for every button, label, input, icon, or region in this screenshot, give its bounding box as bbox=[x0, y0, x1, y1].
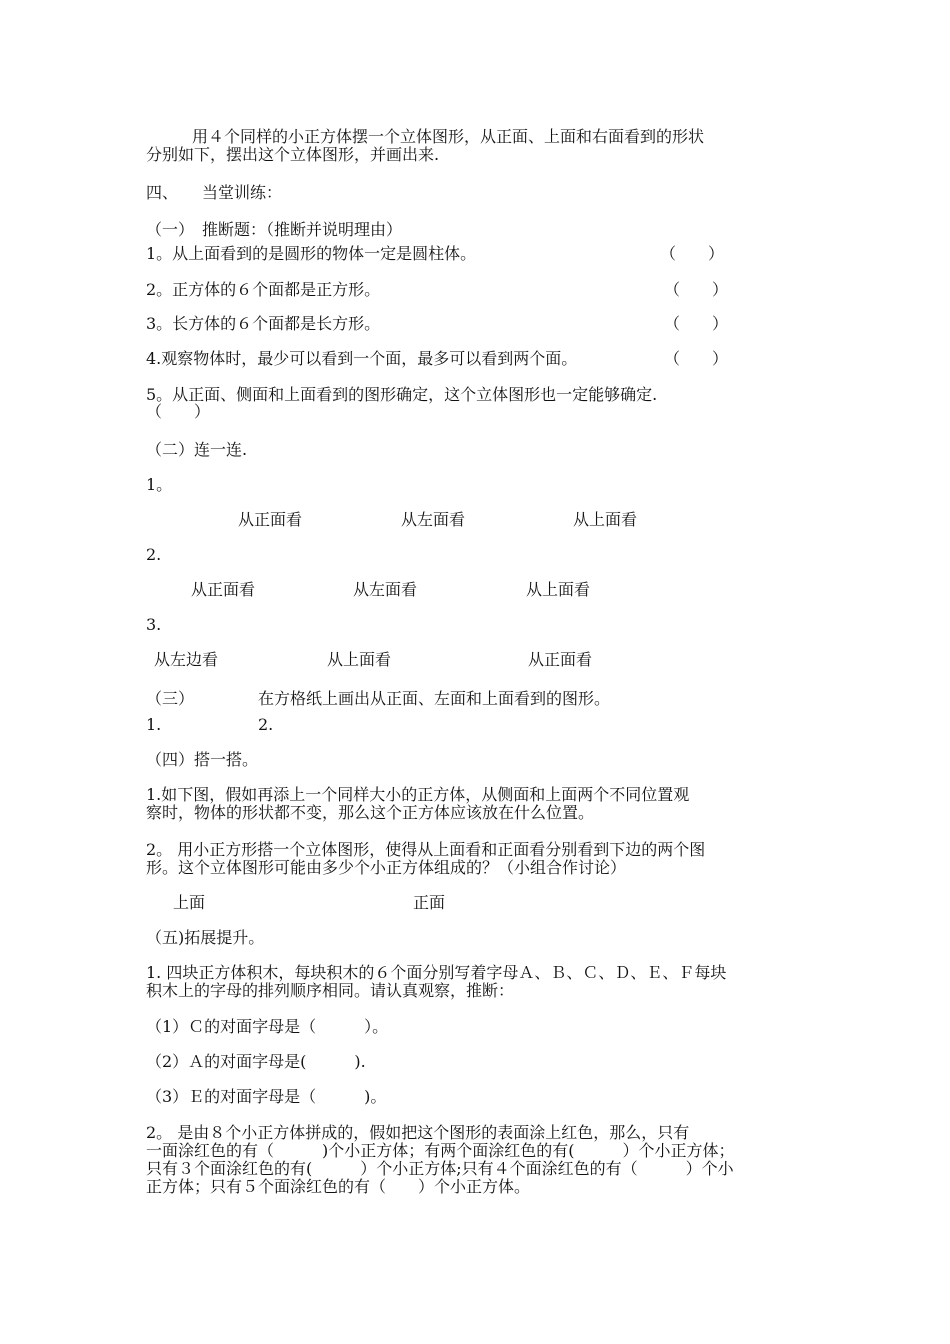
part1-item-4: 4.观察物体时，最少可以看到一个面，最多可以看到两个面。 bbox=[146, 349, 578, 368]
part2-heading: （二）连一连. bbox=[146, 440, 248, 459]
part5-sub-3: （3）Ｅ的对面字母是（ )。 bbox=[146, 1087, 387, 1106]
part1-item-5: 5。从正面、侧面和上面看到的图形确定，这个立体图形也一定能够确定. bbox=[146, 385, 658, 404]
part3-number-2: 2. bbox=[258, 715, 274, 734]
part2-q2-number: 2. bbox=[146, 545, 162, 564]
part1-item-4-blank: （ ） bbox=[664, 349, 729, 368]
part2-q1-label-left: 从左面看 bbox=[401, 510, 466, 529]
part4-label-front: 正面 bbox=[413, 893, 446, 912]
part2-q2-label-front: 从正面看 bbox=[191, 580, 256, 599]
part5-q1-line-2: 积木上的字母的排列顺序相同。请认真观察，推断： bbox=[146, 981, 515, 1000]
part1-heading: （一） 推断题：（推断并说明理由） bbox=[146, 220, 403, 239]
part5-heading: （五)拓展提升。 bbox=[146, 928, 265, 947]
part1-item-1: 1。从上面看到的是圆形的物体一定是圆柱体。 bbox=[146, 244, 477, 263]
part5-q1-line-1: 1. 四块正方体积木，每块积木的６个面分别写着字母Ａ、Ｂ、Ｃ、Ｄ、Ｅ、Ｆ每块 bbox=[146, 963, 727, 982]
part5-q2-line-3: 只有３个面涂红色的有( ）个小正方体;只有４个面涂红色的有（ ）个小 bbox=[146, 1159, 734, 1178]
part5-sub-1: （1）Ｃ的对面字母是（ ）。 bbox=[146, 1017, 389, 1036]
part4-q2-line-1: 2。 用小正方形搭一个立体图形，使得从上面看和正面看分别看到下边的两个图 bbox=[146, 840, 706, 859]
section-title: 当堂训练： bbox=[202, 183, 283, 202]
part2-q3-label-top: 从上面看 bbox=[327, 650, 392, 669]
intro-line-2: 分别如下，摆出这个立体图形，并画出来. bbox=[146, 145, 440, 164]
part2-q1-label-top: 从上面看 bbox=[573, 510, 638, 529]
part3-number-1: 1. bbox=[146, 715, 162, 734]
part1-item-3-blank: （ ） bbox=[664, 314, 729, 333]
part3-heading: （三） bbox=[146, 689, 195, 708]
part5-q2-line-4: 正方体；只有５个面涂红色的有（ ）个小正方体。 bbox=[146, 1177, 531, 1196]
part1-item-2-blank: （ ） bbox=[664, 280, 729, 299]
part2-q1-number: 1。 bbox=[146, 475, 173, 494]
part4-q2-line-2: 形。这个立体图形可能由多少个小正方体组成的？（小组合作讨论） bbox=[146, 858, 627, 877]
part2-q1-label-front: 从正面看 bbox=[238, 510, 303, 529]
part1-item-3: 3。长方体的６个面都是长方形。 bbox=[146, 314, 381, 333]
part2-q3-number: 3. bbox=[146, 615, 162, 634]
part1-item-2: 2。正方体的６个面都是正方形。 bbox=[146, 280, 381, 299]
section-number: 四、 bbox=[146, 183, 179, 202]
part4-heading: （四）搭一搭。 bbox=[146, 750, 259, 769]
intro-line-1: 用４个同样的小正方体摆一个立体图形，从正面、上面和右面看到的形状 bbox=[192, 127, 705, 146]
part2-q2-label-left: 从左面看 bbox=[353, 580, 418, 599]
part4-q1-line-1: 1.如下图，假如再添上一个同样大小的正方体，从侧面和上面两个不同位置观 bbox=[146, 785, 690, 804]
part4-label-top: 上面 bbox=[173, 893, 206, 912]
part2-q3-label-left: 从左边看 bbox=[154, 650, 219, 669]
part1-item-1-blank: （ ） bbox=[660, 244, 725, 263]
part5-q2-line-1: 2。 是由８个小正方体拼成的，假如把这个图形的表面涂上红色，那么，只有 bbox=[146, 1123, 690, 1142]
part1-item-5-blank: （ ） bbox=[146, 402, 211, 421]
part3-text: 在方格纸上画出从正面、左面和上面看到的图形。 bbox=[258, 689, 611, 708]
part2-q3-label-front: 从正面看 bbox=[528, 650, 593, 669]
part5-q2-line-2: 一面涂红色的有（ )个小正方体；有两个面涂红色的有( ）个小正方体； bbox=[146, 1141, 735, 1160]
part2-q2-label-top: 从上面看 bbox=[526, 580, 591, 599]
part4-q1-line-2: 察时，物体的形状都不变，那么这个正方体应该放在什么位置。 bbox=[146, 803, 595, 822]
part5-sub-2: （2）Ａ的对面字母是( ). bbox=[146, 1052, 366, 1071]
